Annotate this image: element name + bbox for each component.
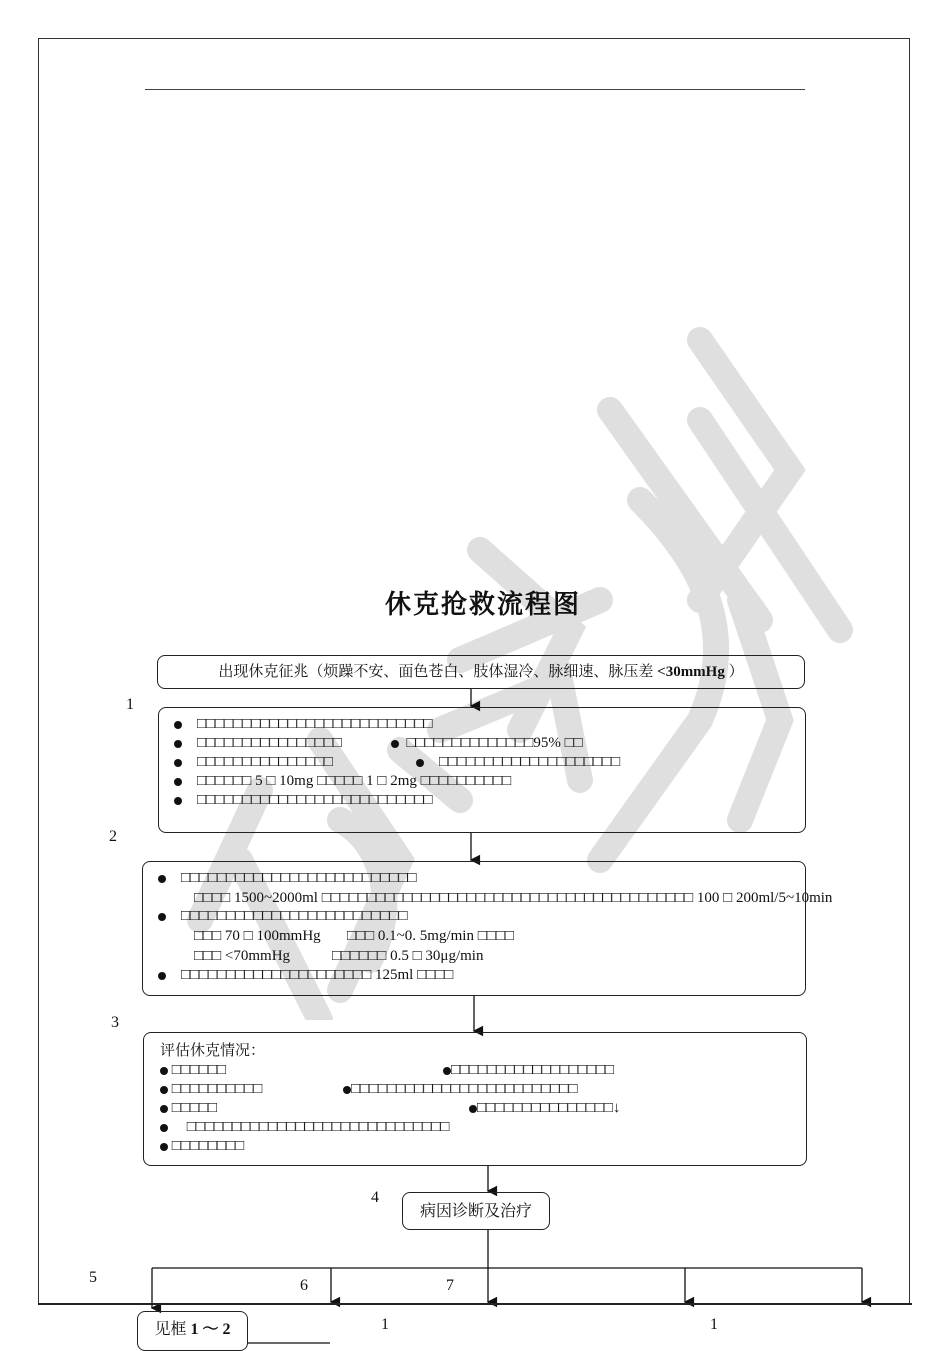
box5-label: 见框 1 ～ 2	[154, 1321, 231, 1338]
step-number-6: 6	[294, 1277, 314, 1295]
list-item: □□□□□□	[160, 1061, 226, 1080]
list-item: □□□□□□□□□□□□□□□□□□□□□□□□□□	[174, 715, 433, 734]
step-number-5: 5	[89, 1269, 97, 1286]
text-line: □□□□□□ 0.5 □ 30μg/min	[332, 948, 484, 964]
list-item: □□□□□□□□□□□□□□□□□□□□□□□□□□□□□	[160, 1118, 450, 1137]
list-item: □□□□□□□□□□□□□□□□□□□□□□□□□	[343, 1080, 578, 1099]
bullet-icon	[174, 721, 182, 729]
step-number-4: 4	[371, 1189, 379, 1206]
step-number-2: 2	[109, 828, 117, 845]
bullet-icon	[160, 1124, 168, 1132]
list-item: □□□□□□□□□□□□□□□□□□	[443, 1061, 614, 1080]
bullet-icon	[158, 972, 166, 980]
list-item: □□□□□□□□□□□□□□95% □□	[391, 734, 583, 753]
step-number-3: 3	[111, 1014, 119, 1031]
list-item: □□□□□□□□□□	[160, 1080, 262, 1099]
text-line: □□□ 0.1~0. 5mg/min □□□□	[347, 928, 514, 944]
bullet-icon	[160, 1086, 168, 1094]
box-step-4	[402, 1192, 550, 1230]
bullet-icon	[160, 1105, 168, 1113]
text-line: □□□ <70mmHg	[194, 948, 291, 964]
box-step-5	[137, 1311, 248, 1351]
bullet-icon	[174, 797, 182, 805]
bullet-icon	[174, 778, 182, 786]
step-number-8: 1	[381, 1316, 389, 1333]
list-item: □□□□□□□□□□□□□□□↓	[469, 1099, 620, 1118]
step-number-7: 7	[440, 1277, 460, 1295]
text-line: □□□□ 1500~2000ml □□□□□□□□□□□□□□□□□□□□□□□□□□□□□□□□□□□□□□□□□ 100 □ 200ml/5~10min	[194, 890, 833, 906]
bullet-icon	[160, 1143, 168, 1151]
box-step-3	[143, 1032, 807, 1166]
box-step-2	[142, 861, 833, 996]
bullet-icon	[343, 1086, 351, 1094]
text-line: □□□ 70 □ 100mmHg	[194, 928, 321, 944]
box4-label: 病因诊断及治疗	[419, 1203, 532, 1220]
bullet-icon	[443, 1067, 451, 1075]
list-item: □□□□□□□□□□□□□□□□□□□□□□□□□□	[158, 869, 417, 888]
list-item: □□□□□	[160, 1099, 217, 1118]
bullet-icon	[391, 740, 399, 748]
list-item: □□□□□□□□□□□□□□□□□□□□	[416, 753, 620, 772]
bullet-icon	[160, 1067, 168, 1075]
box3-heading: 评估休克情况：	[160, 1043, 266, 1059]
bottom-rule	[38, 1303, 912, 1305]
list-item: □□□□□□□□□□□□□□□	[174, 753, 333, 772]
bullet-icon	[158, 913, 166, 921]
shock-signs-box	[157, 655, 805, 689]
shock-signs-text	[158, 663, 804, 682]
shock-signs-text-bold: <30mmHg	[657, 664, 725, 680]
bullet-icon	[416, 759, 424, 767]
bullet-icon	[174, 759, 182, 767]
shock-signs-text-start: 出现休克征兆（烦躁不安、面色苍白、肢体湿冷、脉细速、脉压差	[218, 664, 654, 680]
shock-signs-text-end: ）	[728, 664, 744, 680]
box-step-1	[158, 707, 806, 833]
bullet-icon	[174, 740, 182, 748]
bullet-icon	[469, 1105, 477, 1113]
list-item: □□□□□□ 5 □ 10mg □□□□□ 1 □ 2mg □□□□□□□□□□	[174, 772, 511, 791]
list-item: □□□□□□□□□□□□□□□□□□□□□□□□□□	[174, 791, 433, 810]
bullet-icon	[158, 875, 166, 883]
step-number-9: 1	[710, 1316, 718, 1333]
page-title: 休克抢救流程图	[384, 590, 581, 620]
list-item: □□□□□□□□□□□□□□□□□□□□□□□□□	[158, 907, 408, 926]
step-number-1: 1	[126, 696, 134, 713]
list-item: □□□□□□□□□□□□□□□□	[174, 734, 342, 753]
list-item: □□□□□□□□	[160, 1137, 244, 1156]
list-item: □□□□□□□□□□□□□□□□□□□□□ 125ml □□□□	[158, 966, 453, 985]
